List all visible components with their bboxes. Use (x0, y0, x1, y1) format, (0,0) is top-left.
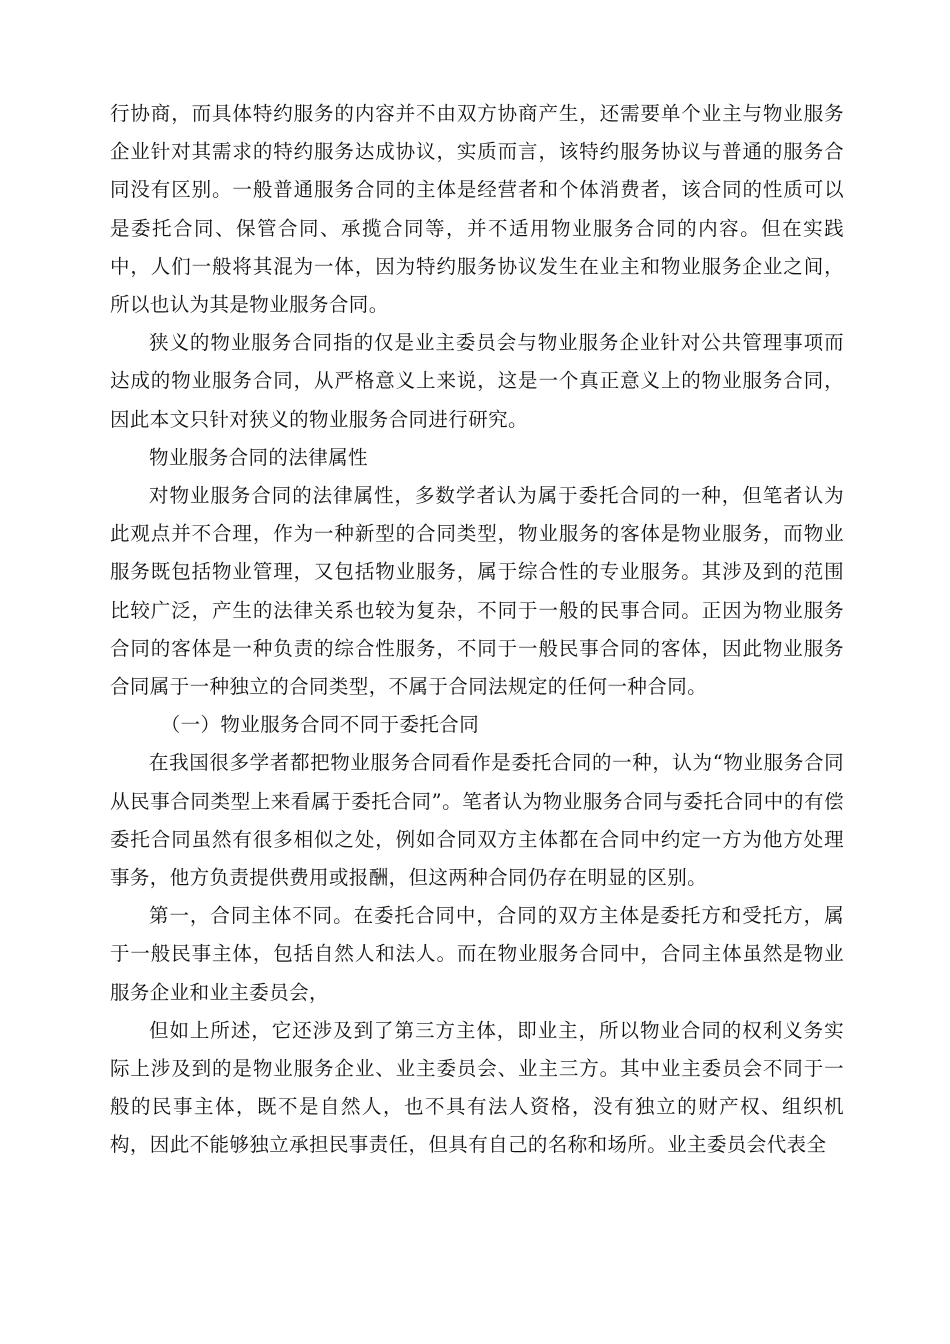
paragraph-narrow-definition: 狭义的物业服务合同指的仅是业主委员会与物业服务企业针对公共管理事项而达成的物业服务合同，从严格意义上来说，这是一个真正意义上的物业服务合同，因此本文只针对狭义的物业服务合同进行研究。 (110, 331, 844, 431)
paragraph-third-party: 但如上所述，它还涉及到了第三方主体，即业主，所以物业合同的权利义务实际上涉及到的是物业服务企业、业主委员会、业主三方。其中业主委员会不同于一般的民事主体，既不是自然人，也不具有法人资格，没有独立的财产权、组织机构，因此不能够独立承担民事责任，但具有自己的名称和场所。业主委员会代表全 (110, 1018, 844, 1157)
section-heading: 物业服务合同的法律属性 (149, 445, 368, 469)
paragraph-continued: 行协商，而具体特约服务的内容并不由双方协商产生，还需要单个业主与物业服务企业针对其需求的特约服务达成协议，实质而言，该特约服务协议与普通的服务合同没有区别。一般普通服务合同的主体是经营者和个体消费者，该合同的性质可以是委托合同、保管合同、承揽合同等，并不适用物业服务合同的内容。但在实践中，人们一般将其混为一体，因为特约服务协议发生在业主和物业服务企业之间，所以也认为其是物业服务合同。 (110, 102, 844, 317)
paragraph-entrustment-view: 在我国很多学者都把物业服务合同看作是委托合同的一种，认为“物业服务合同从民事合同类型上来看属于委托合同”。笔者认为物业服务合同与委托合同中的有偿委托合同虽然有很多相似之处，例如合同双方主体都在合同中约定一方为他方处理事务，他方负责提供费用或报酬，但这两种合同仍存在明显的区别。 (110, 751, 844, 890)
document-body (110, 95, 844, 1165)
subsection-heading: （一）物业服务合同不同于委托合同 (160, 713, 480, 737)
paragraph-first-difference: 第一，合同主体不同。在委托合同中，合同的双方主体是委托方和受托方，属于一般民事主体，包括自然人和法人。而在物业服务合同中，合同主体虽然是物业服务企业和业主委员会， (110, 904, 844, 1004)
paragraph-legal-attribute: 对物业服务合同的法律属性，多数学者认为属于委托合同的一种，但笔者认为此观点并不合理，作为一种新型的合同类型，物业服务的客体是物业服务，而物业服务既包括物业管理，又包括物业服务，属于综合性的专业服务。其涉及到的范围比较广泛，产生的法律关系也较为复杂，不同于一般的民事合同。正因为物业服务合同的客体是一种负责的综合性服务，不同于一般民事合同的客体，因此物业服务合同属于一种独立的合同类型，不属于合同法规定的任何一种合同。 (110, 484, 844, 699)
